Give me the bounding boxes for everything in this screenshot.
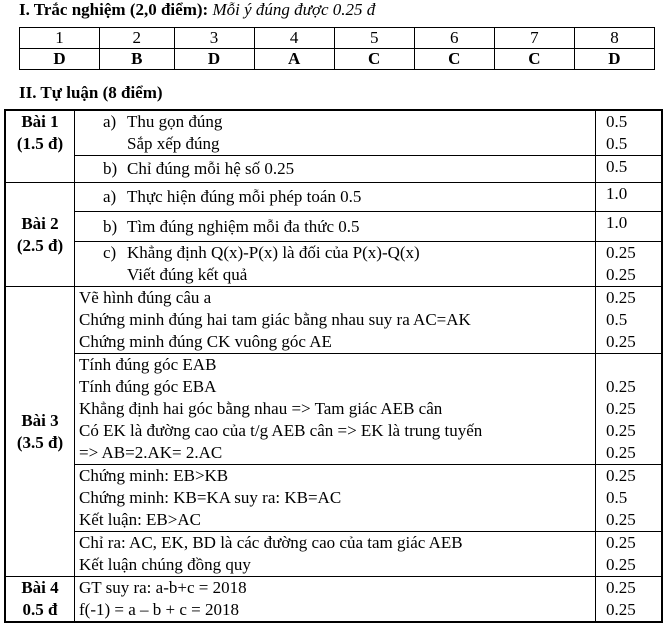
score: 0.25 (606, 265, 636, 284)
score: 0.5 (606, 488, 628, 507)
bai3-g1-content (75, 287, 596, 354)
score: 0.5 (606, 310, 628, 329)
score: 0.25 (606, 443, 636, 462)
mc-number: 8 (574, 28, 654, 49)
table-row (5, 465, 662, 532)
score: 1.0 (606, 213, 628, 232)
mc-number: 5 (334, 28, 414, 49)
table-row (5, 183, 662, 212)
mc-answer: A (254, 49, 334, 70)
table-row (5, 110, 662, 156)
bai4-line: f(-1) = a – b + c = 2018 (79, 600, 239, 619)
bai3-label-cell (5, 287, 75, 577)
bai4-label-cell (5, 577, 75, 623)
mc-answer: C (414, 49, 494, 70)
score: 0.25 (606, 510, 636, 529)
bai2-a-label: a) (103, 187, 117, 206)
bai2-b-label: b) (103, 217, 118, 236)
bai2-c2: Viết đúng kết quả (127, 265, 248, 284)
bai3-g1-scores (596, 287, 663, 354)
table-row (5, 287, 662, 354)
bai3-g4-content (75, 532, 596, 577)
bai1-points: (1.5 đ) (16, 134, 64, 153)
bai1-a-label: a) (103, 112, 117, 131)
bai2-a-scores (596, 183, 663, 212)
table-row (5, 212, 662, 242)
mc-number: 7 (494, 28, 574, 49)
bai3-line: Tính đúng góc EAB (79, 355, 217, 374)
bai3-label: Bài 3 (21, 410, 59, 430)
mc-number: 1 (20, 28, 100, 49)
bai3-line: Chỉ ra: AC, EK, BD là các đường cao của tam giác AEB (79, 533, 463, 552)
bai3-line: Có EK là đường cao của t/g AEB cân => EK là trung tuyến (79, 421, 483, 440)
part1-note: Mỗi ý đúng được 0.25 đ (212, 0, 376, 19)
mc-answer: D (574, 49, 654, 70)
score: 0.5 (606, 134, 628, 153)
part1-heading (19, 0, 375, 20)
score: 0.5 (606, 157, 628, 176)
bai4-line: GT suy ra: a-b+c = 2018 (79, 578, 247, 597)
table-row (5, 354, 662, 465)
mc-number: 3 (174, 28, 254, 49)
bai1-label-cell (5, 110, 75, 183)
bai2-b: Tìm đúng nghiệm mỗi đa thức 0.5 (127, 217, 360, 236)
bai3-g3-content (75, 465, 596, 532)
bai3-line: Chứng minh: EB>KB (79, 466, 229, 485)
bai2-b-content (75, 212, 596, 242)
bai1-a-scores (596, 110, 663, 156)
mc-answers-row (20, 49, 655, 70)
part2-title: II. Tự luận (8 điểm) (19, 83, 163, 102)
score (606, 354, 661, 376)
bai2-a: Thực hiện đúng mỗi phép toán 0.5 (127, 187, 362, 206)
mc-answer: D (174, 49, 254, 70)
bai1-b-label: b) (103, 159, 118, 178)
table-row (5, 577, 662, 623)
score: 0.25 (606, 399, 636, 418)
bai1-b-content (75, 156, 596, 183)
score: 0.5 (606, 112, 628, 131)
score: 0.25 (606, 377, 636, 396)
score: 0.25 (606, 578, 636, 597)
bai3-points: (3.5 đ) (16, 432, 64, 452)
bai3-line: Kết luận: EB>AC (79, 510, 201, 529)
bai1-a-content (75, 110, 596, 156)
score: 0.25 (606, 600, 636, 619)
mc-numbers-row (20, 28, 655, 49)
bai3-line: Kết luận chúng đồng quy (79, 555, 251, 574)
bai4-points: 0.5 đ (22, 600, 58, 619)
bai2-c1: Khẳng định Q(x)-P(x) là đối của P(x)-Q(x) (127, 243, 420, 262)
bai3-line: Chứng minh đúng CK vuông góc AE (79, 332, 332, 351)
bai1-label: Bài 1 (21, 112, 59, 131)
bai3-g2-scores (596, 354, 663, 465)
mc-answer: C (494, 49, 574, 70)
score: 0.25 (606, 332, 636, 351)
mc-answer: D (20, 49, 100, 70)
bai2-points: (2.5 đ) (16, 235, 64, 255)
mc-number: 6 (414, 28, 494, 49)
bai3-g3-scores (596, 465, 663, 532)
table-row (5, 242, 662, 287)
bai1-a1: Thu gọn đúng (127, 112, 223, 131)
mc-answer: C (334, 49, 414, 70)
multiple-choice-table (19, 27, 655, 70)
table-row (5, 532, 662, 577)
bai1-b: Chỉ đúng mỗi hệ số 0.25 (127, 159, 295, 178)
table-row (5, 156, 662, 183)
mc-number: 4 (254, 28, 334, 49)
bai3-g4-scores (596, 532, 663, 577)
score: 1.0 (606, 184, 628, 203)
bai2-c-content (75, 242, 596, 287)
bai2-c-scores (596, 242, 663, 287)
score: 0.25 (606, 466, 636, 485)
bai3-g2-content (75, 354, 596, 465)
score: 0.25 (606, 288, 636, 307)
bai1-a2: Sắp xếp đúng (127, 134, 220, 153)
essay-table (4, 109, 663, 623)
bai2-a-content (75, 183, 596, 212)
bai3-line: Chứng minh đúng hai tam giác bằng nhau suy ra AC=AK (79, 310, 471, 329)
bai3-line: => AB=2.AK= 2.AC (79, 443, 223, 462)
score: 0.25 (606, 555, 636, 574)
mc-answer: B (100, 49, 174, 70)
score: 0.25 (606, 533, 636, 552)
bai2-label-cell (5, 183, 75, 287)
bai4-label: Bài 4 (21, 578, 59, 597)
bai2-b-scores (596, 212, 663, 242)
bai2-label: Bài 2 (21, 213, 59, 233)
bai2-c-label: c) (103, 243, 117, 262)
bai1-b-scores (596, 156, 663, 183)
score: 0.25 (606, 421, 636, 440)
bai4-scores (596, 577, 663, 623)
bai3-line: Vẽ hình đúng câu a (79, 288, 212, 307)
mc-number: 2 (100, 28, 174, 49)
bai3-line: Khẳng định hai góc bằng nhau => Tam giác AEB cân (79, 399, 443, 418)
part1-title: I. Trắc nghiệm (2,0 điểm): (19, 0, 209, 19)
score: 0.25 (606, 243, 636, 262)
bai3-line: Tính đúng góc EBA (79, 377, 217, 396)
bai4-content (75, 577, 596, 623)
bai3-line: Chứng minh: KB=KA suy ra: KB=AC (79, 488, 342, 507)
